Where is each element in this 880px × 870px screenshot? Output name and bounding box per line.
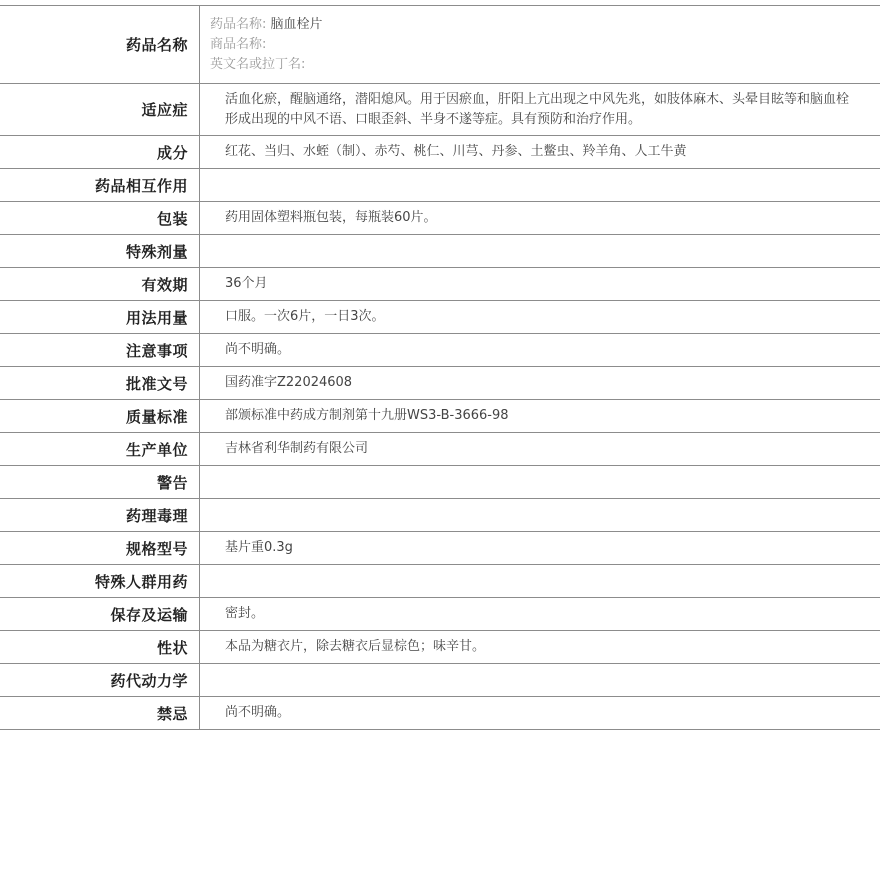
row-value: 尚不明确。 (225, 342, 291, 357)
row-value (200, 499, 880, 531)
row-label: 药品名称 (0, 6, 200, 83)
row-label: 保存及运输 (0, 598, 200, 630)
row-value (200, 235, 880, 267)
drug-name-line (210, 15, 323, 35)
row-description (0, 631, 880, 664)
row-value: 尚不明确。 (225, 705, 291, 720)
row-value: 药用固体塑料瓶包装，每瓶装60片。 (225, 210, 437, 225)
row-label: 用法用量 (0, 301, 200, 333)
row-label: 特殊剂量 (0, 235, 200, 267)
row-label: 警告 (0, 466, 200, 498)
row-value: 红花、当归、水蛭（制）、赤芍、桃仁、川芎、丹参、土鳖虫、羚羊角、人工牛黄 (225, 144, 687, 159)
indications-text: 活血化瘀，醒脑通络，潜阳熄风。用于因瘀血，肝阳上亢出现之中风先兆，如肢体麻木、头晕目眩等和脑血栓形成出现的中风不语、口眼歪斜、半身不遂等症。具有预防和治疗作用。 (225, 91, 850, 127)
row-label: 成分 (0, 136, 200, 168)
row-manufacturer (0, 433, 880, 466)
row-label: 适应症 (0, 84, 200, 135)
row-label: 有效期 (0, 268, 200, 300)
row-shelf-life (0, 268, 880, 301)
trade-name-label: 商品名称: (210, 36, 267, 52)
row-value (200, 169, 880, 201)
row-value: 本品为糖衣片，除去糖衣后显棕色；味辛甘。 (225, 639, 486, 654)
row-label: 生产单位 (0, 433, 200, 465)
row-dosage (0, 301, 880, 334)
row-pharmacokinetics (0, 664, 880, 697)
row-label: 特殊人群用药 (0, 565, 200, 597)
row-label: 规格型号 (0, 532, 200, 564)
row-special-dosage (0, 235, 880, 268)
english-name-label: 英文名或拉丁名: (210, 56, 306, 72)
row-indications (0, 84, 880, 136)
row-value (200, 84, 880, 135)
row-ingredients (0, 136, 880, 169)
row-contraindications (0, 697, 880, 730)
row-value: 基片重0.3g (225, 540, 293, 555)
row-value: 36个月 (225, 276, 268, 291)
row-value: 部颁标准中药成方制剂第十九册WS3-B-3666-98 (225, 408, 509, 423)
row-label: 批准文号 (0, 367, 200, 399)
row-value: 国药准字Z22024608 (225, 375, 353, 390)
row-label: 质量标准 (0, 400, 200, 432)
trade-name-line (210, 35, 266, 55)
row-quality-standard (0, 400, 880, 433)
row-warning (0, 466, 880, 499)
row-value (200, 466, 880, 498)
row-label: 药理毒理 (0, 499, 200, 531)
row-value (200, 565, 880, 597)
row-special-populations (0, 565, 880, 598)
row-packaging (0, 202, 880, 235)
row-drug-interactions (0, 169, 880, 202)
row-approval-number (0, 367, 880, 400)
row-storage-transport (0, 598, 880, 631)
row-value: 口服。一次6片，一日3次。 (225, 309, 385, 324)
name-block-values (200, 6, 880, 83)
row-label: 药代动力学 (0, 664, 200, 696)
row-precautions (0, 334, 880, 367)
row-drug-name (0, 6, 880, 84)
row-value: 密封。 (225, 606, 265, 621)
row-value: 吉林省利华制药有限公司 (225, 441, 369, 456)
row-label: 禁忌 (0, 697, 200, 729)
row-specification (0, 532, 880, 565)
drug-info-table (0, 5, 880, 730)
drug-name-value: 脑血栓片 (270, 16, 323, 32)
row-label: 包装 (0, 202, 200, 234)
row-value (200, 664, 880, 696)
row-label: 性状 (0, 631, 200, 663)
row-label: 注意事项 (0, 334, 200, 366)
english-name-line (210, 55, 305, 75)
drug-name-label: 药品名称: (210, 16, 267, 32)
row-label: 药品相互作用 (0, 169, 200, 201)
row-pharmacology-toxicology (0, 499, 880, 532)
